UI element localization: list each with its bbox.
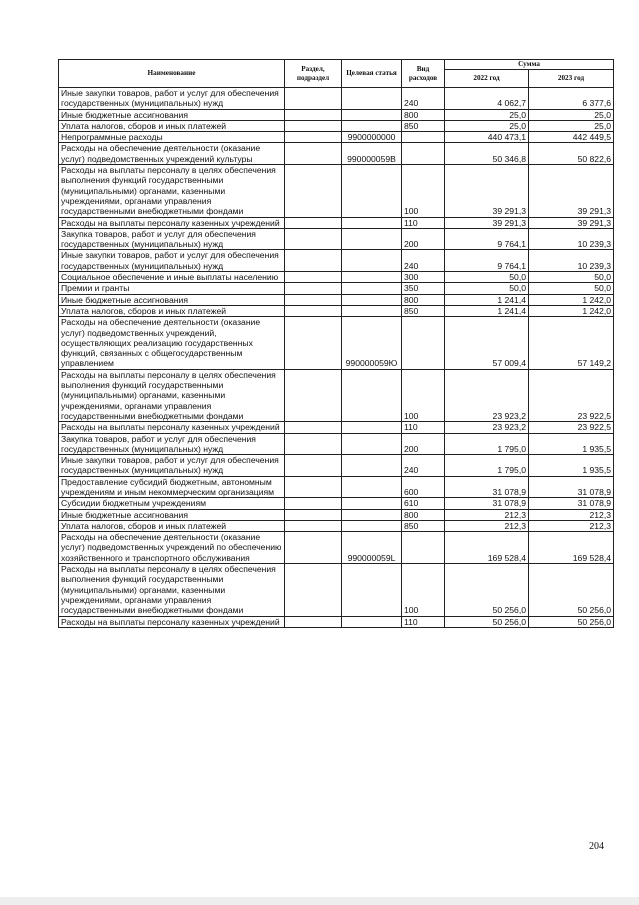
row-target bbox=[342, 369, 402, 421]
row-target bbox=[342, 294, 402, 305]
row-sum-2023: 169 528,4 bbox=[529, 532, 614, 564]
table-row bbox=[59, 498, 614, 509]
row-expense-type bbox=[402, 532, 445, 564]
row-name: Иные бюджетные ассигнования bbox=[59, 509, 285, 520]
row-section bbox=[285, 509, 342, 520]
table-row bbox=[59, 369, 614, 421]
row-sum-2022: 1 241,4 bbox=[445, 294, 529, 305]
row-expense-type: 200 bbox=[402, 433, 445, 455]
row-sum-2022: 1 795,0 bbox=[445, 455, 529, 477]
row-section bbox=[285, 616, 342, 627]
row-sum-2023: 23 922,5 bbox=[529, 369, 614, 421]
row-target bbox=[342, 498, 402, 509]
row-name: Расходы на обеспечение деятельности (оказание услуг) подведомственных учреждений культуры bbox=[59, 143, 285, 165]
row-name: Иные бюджетные ассигнования bbox=[59, 294, 285, 305]
row-sum-2023: 1 242,0 bbox=[529, 305, 614, 316]
row-target bbox=[342, 476, 402, 498]
row-sum-2023: 50 256,0 bbox=[529, 564, 614, 616]
row-sum-2022: 57 009,4 bbox=[445, 317, 529, 369]
table-row bbox=[59, 532, 614, 564]
row-sum-2022: 50,0 bbox=[445, 272, 529, 283]
row-expense-type: 850 bbox=[402, 305, 445, 316]
row-expense-type: 850 bbox=[402, 120, 445, 131]
table-row bbox=[59, 455, 614, 477]
row-target bbox=[342, 120, 402, 131]
table-row bbox=[59, 228, 614, 250]
table-row bbox=[59, 250, 614, 272]
row-name: Иные бюджетные ассигнования bbox=[59, 109, 285, 120]
row-section bbox=[285, 369, 342, 421]
row-name: Непрограммные расходы bbox=[59, 132, 285, 143]
row-target bbox=[342, 433, 402, 455]
table-row bbox=[59, 509, 614, 520]
row-expense-type: 300 bbox=[402, 272, 445, 283]
row-section bbox=[285, 476, 342, 498]
row-section bbox=[285, 228, 342, 250]
row-sum-2023: 31 078,9 bbox=[529, 476, 614, 498]
row-target bbox=[342, 564, 402, 616]
row-sum-2022: 50 346,8 bbox=[445, 143, 529, 165]
row-name: Расходы на выплаты персоналу казенных учреждений bbox=[59, 422, 285, 433]
table-row bbox=[59, 143, 614, 165]
row-expense-type bbox=[402, 132, 445, 143]
row-sum-2022: 440 473,1 bbox=[445, 132, 529, 143]
row-section bbox=[285, 455, 342, 477]
row-name: Предоставление субсидий бюджетным, автономным учреждениям и иным некоммерческим организациям bbox=[59, 476, 285, 498]
row-target bbox=[342, 520, 402, 531]
row-sum-2023: 6 377,6 bbox=[529, 88, 614, 110]
row-expense-type: 850 bbox=[402, 520, 445, 531]
header-expense-type: Вид расходов bbox=[402, 60, 445, 88]
row-target bbox=[342, 165, 402, 217]
row-section bbox=[285, 272, 342, 283]
row-sum-2023: 39 291,3 bbox=[529, 165, 614, 217]
row-name: Уплата налогов, сборов и иных платежей bbox=[59, 120, 285, 131]
row-section bbox=[285, 283, 342, 294]
row-sum-2022: 9 764,1 bbox=[445, 250, 529, 272]
row-sum-2023: 10 239,3 bbox=[529, 228, 614, 250]
row-target bbox=[342, 305, 402, 316]
table-row bbox=[59, 433, 614, 455]
header-year-2022: 2022 год bbox=[445, 70, 529, 88]
row-sum-2023: 10 239,3 bbox=[529, 250, 614, 272]
row-name: Иные закупки товаров, работ и услуг для обеспечения государственных (муниципальных) нужд bbox=[59, 455, 285, 477]
table-header bbox=[59, 60, 614, 88]
row-target bbox=[342, 616, 402, 627]
row-section bbox=[285, 88, 342, 110]
row-expense-type: 610 bbox=[402, 498, 445, 509]
row-expense-type: 110 bbox=[402, 217, 445, 228]
table-row bbox=[59, 88, 614, 110]
row-name: Премии и гранты bbox=[59, 283, 285, 294]
scan-edge bbox=[0, 897, 639, 905]
row-expense-type: 100 bbox=[402, 564, 445, 616]
row-sum-2022: 23 923,2 bbox=[445, 369, 529, 421]
row-name: Расходы на выплаты персоналу в целях обеспечения выполнения функций государственными (муниципальными) органами, казенными учреждениями, органами управления государственными внебюджетными фондами bbox=[59, 564, 285, 616]
row-name: Уплата налогов, сборов и иных платежей bbox=[59, 305, 285, 316]
row-sum-2023: 50 822,6 bbox=[529, 143, 614, 165]
row-name: Расходы на выплаты персоналу в целях обеспечения выполнения функций государственными (муниципальными) органами, казенными учреждениями, органами управления государственными внебюджетными фондами bbox=[59, 165, 285, 217]
row-target bbox=[342, 272, 402, 283]
table-row bbox=[59, 283, 614, 294]
row-expense-type: 600 bbox=[402, 476, 445, 498]
row-expense-type: 110 bbox=[402, 422, 445, 433]
row-section bbox=[285, 532, 342, 564]
row-name: Уплата налогов, сборов и иных платежей bbox=[59, 520, 285, 531]
row-section bbox=[285, 250, 342, 272]
row-sum-2023: 212,3 bbox=[529, 509, 614, 520]
row-section bbox=[285, 433, 342, 455]
row-sum-2023: 50 256,0 bbox=[529, 616, 614, 627]
row-sum-2022: 50,0 bbox=[445, 283, 529, 294]
row-section bbox=[285, 317, 342, 369]
row-expense-type: 100 bbox=[402, 369, 445, 421]
row-expense-type: 800 bbox=[402, 109, 445, 120]
header-name: Наименование bbox=[59, 60, 285, 88]
row-section bbox=[285, 520, 342, 531]
row-expense-type: 800 bbox=[402, 509, 445, 520]
row-sum-2022: 39 291,3 bbox=[445, 217, 529, 228]
row-section bbox=[285, 132, 342, 143]
row-sum-2023: 23 922,5 bbox=[529, 422, 614, 433]
row-sum-2022: 50 256,0 bbox=[445, 564, 529, 616]
row-sum-2022: 31 078,9 bbox=[445, 498, 529, 509]
row-target bbox=[342, 509, 402, 520]
row-target: 9900000000 bbox=[342, 132, 402, 143]
row-sum-2022: 25,0 bbox=[445, 120, 529, 131]
row-target bbox=[342, 109, 402, 120]
row-name: Расходы на выплаты персоналу казенных учреждений bbox=[59, 616, 285, 627]
row-sum-2023: 442 449,5 bbox=[529, 132, 614, 143]
row-section bbox=[285, 109, 342, 120]
table-row bbox=[59, 520, 614, 531]
budget-table bbox=[58, 59, 614, 628]
row-expense-type: 240 bbox=[402, 250, 445, 272]
row-sum-2023: 50,0 bbox=[529, 272, 614, 283]
row-sum-2022: 9 764,1 bbox=[445, 228, 529, 250]
row-name: Расходы на выплаты персоналу в целях обеспечения выполнения функций государственными (муниципальными) органами, казенными учреждениями, органами управления государственными внебюджетными фондами bbox=[59, 369, 285, 421]
row-sum-2023: 1 935,5 bbox=[529, 455, 614, 477]
row-expense-type bbox=[402, 317, 445, 369]
row-name: Закупка товаров, работ и услуг для обеспечения государственных (муниципальных) нужд bbox=[59, 433, 285, 455]
row-target bbox=[342, 422, 402, 433]
row-sum-2023: 39 291,3 bbox=[529, 217, 614, 228]
row-section bbox=[285, 217, 342, 228]
row-expense-type: 240 bbox=[402, 455, 445, 477]
table-body bbox=[59, 88, 614, 628]
row-sum-2022: 50 256,0 bbox=[445, 616, 529, 627]
row-sum-2022: 4 062,7 bbox=[445, 88, 529, 110]
row-sum-2022: 39 291,3 bbox=[445, 165, 529, 217]
row-target: 990000059В bbox=[342, 143, 402, 165]
row-sum-2023: 1 935,5 bbox=[529, 433, 614, 455]
table-row bbox=[59, 132, 614, 143]
table-row bbox=[59, 217, 614, 228]
row-name: Расходы на обеспечение деятельности (оказание услуг) подведомственных учреждений, осуществляющих реализацию государственных функций, связанных с общегосударственным управлением bbox=[59, 317, 285, 369]
row-sum-2022: 25,0 bbox=[445, 109, 529, 120]
row-expense-type: 110 bbox=[402, 616, 445, 627]
header-year-2023: 2023 год bbox=[529, 70, 614, 88]
row-name: Иные закупки товаров, работ и услуг для обеспечения государственных (муниципальных) нужд bbox=[59, 250, 285, 272]
row-sum-2023: 1 242,0 bbox=[529, 294, 614, 305]
table-row bbox=[59, 272, 614, 283]
row-name: Субсидии бюджетным учреждениям bbox=[59, 498, 285, 509]
table-row bbox=[59, 305, 614, 316]
row-target bbox=[342, 88, 402, 110]
row-target: 990000059Ю bbox=[342, 317, 402, 369]
row-section bbox=[285, 143, 342, 165]
row-sum-2022: 1 795,0 bbox=[445, 433, 529, 455]
row-expense-type: 350 bbox=[402, 283, 445, 294]
table-row bbox=[59, 422, 614, 433]
row-section bbox=[285, 120, 342, 131]
table-row bbox=[59, 564, 614, 616]
row-target bbox=[342, 455, 402, 477]
row-name: Закупка товаров, работ и услуг для обеспечения государственных (муниципальных) нужд bbox=[59, 228, 285, 250]
table-row bbox=[59, 109, 614, 120]
row-expense-type: 800 bbox=[402, 294, 445, 305]
row-sum-2023: 57 149,2 bbox=[529, 317, 614, 369]
header-sum: Сумма bbox=[445, 60, 614, 70]
header-target: Целевая статья bbox=[342, 60, 402, 88]
row-sum-2023: 212,3 bbox=[529, 520, 614, 531]
row-sum-2022: 23 923,2 bbox=[445, 422, 529, 433]
row-expense-type: 240 bbox=[402, 88, 445, 110]
table-row bbox=[59, 616, 614, 627]
row-expense-type bbox=[402, 143, 445, 165]
row-target bbox=[342, 250, 402, 272]
table-row bbox=[59, 165, 614, 217]
row-name: Расходы на обеспечение деятельности (оказание услуг) подведомственных учреждений по обеспечению хозяйственного и транспортного обслуживания bbox=[59, 532, 285, 564]
row-section bbox=[285, 294, 342, 305]
row-target bbox=[342, 217, 402, 228]
header-section: Раздел, подраздел bbox=[285, 60, 342, 88]
row-expense-type: 100 bbox=[402, 165, 445, 217]
row-name: Расходы на выплаты персоналу казенных учреждений bbox=[59, 217, 285, 228]
row-sum-2023: 25,0 bbox=[529, 109, 614, 120]
table-row bbox=[59, 294, 614, 305]
row-sum-2023: 25,0 bbox=[529, 120, 614, 131]
row-section bbox=[285, 564, 342, 616]
table-row bbox=[59, 120, 614, 131]
row-sum-2022: 212,3 bbox=[445, 509, 529, 520]
row-sum-2023: 50,0 bbox=[529, 283, 614, 294]
row-section bbox=[285, 305, 342, 316]
row-target: 990000059L bbox=[342, 532, 402, 564]
row-name: Социальное обеспечение и иные выплаты населению bbox=[59, 272, 285, 283]
row-section bbox=[285, 165, 342, 217]
table-row bbox=[59, 317, 614, 369]
row-sum-2022: 212,3 bbox=[445, 520, 529, 531]
row-expense-type: 200 bbox=[402, 228, 445, 250]
row-sum-2022: 169 528,4 bbox=[445, 532, 529, 564]
row-target bbox=[342, 283, 402, 294]
row-sum-2022: 31 078,9 bbox=[445, 476, 529, 498]
row-target bbox=[342, 228, 402, 250]
row-sum-2022: 1 241,4 bbox=[445, 305, 529, 316]
page-number: 204 bbox=[589, 841, 604, 852]
table-row bbox=[59, 476, 614, 498]
row-sum-2023: 31 078,9 bbox=[529, 498, 614, 509]
row-name: Иные закупки товаров, работ и услуг для обеспечения государственных (муниципальных) нужд bbox=[59, 88, 285, 110]
row-section bbox=[285, 498, 342, 509]
row-section bbox=[285, 422, 342, 433]
